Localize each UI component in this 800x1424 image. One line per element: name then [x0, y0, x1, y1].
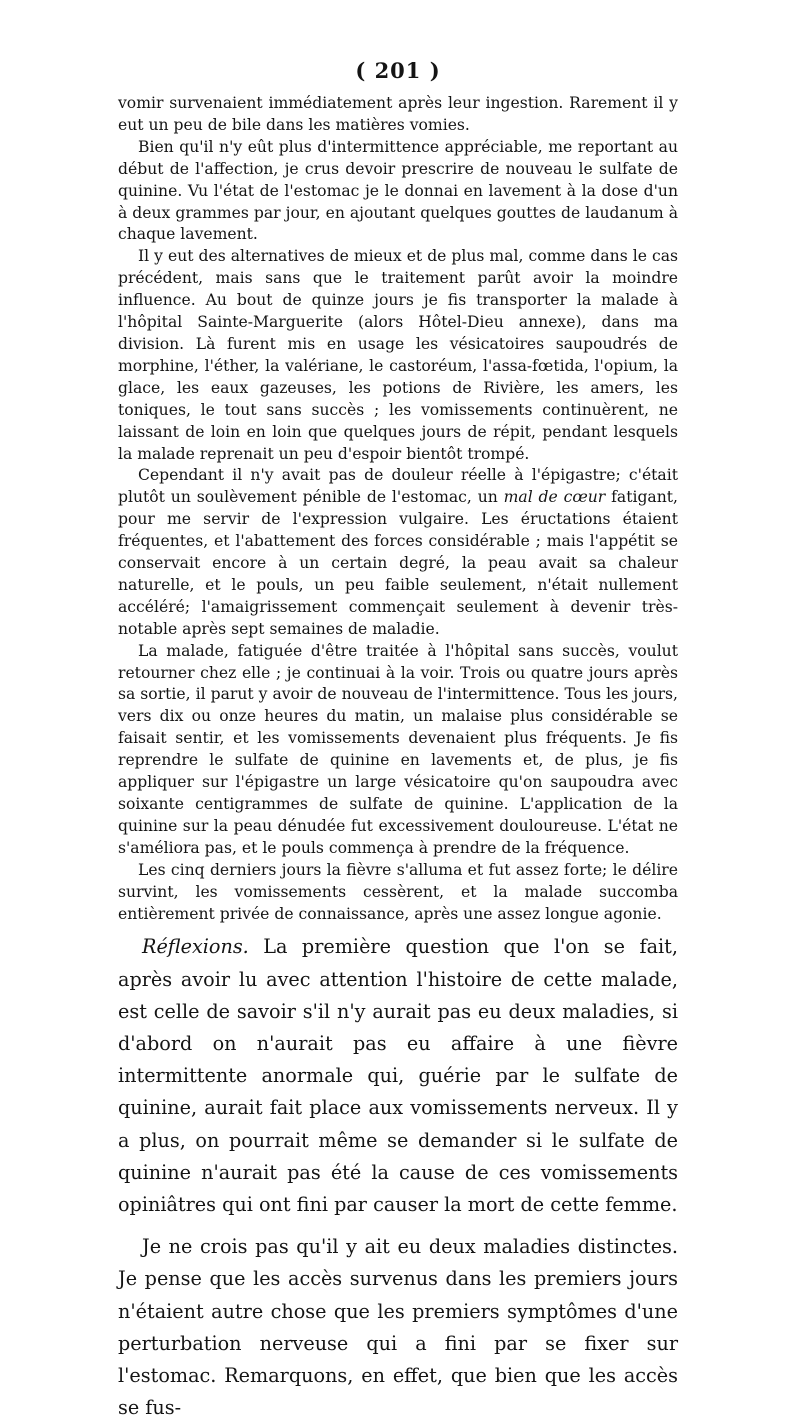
paragraph-epigastric-symptoms — [118, 465, 678, 640]
page-number: ( 201 ) — [355, 58, 441, 83]
paragraph-return-home: La malade, fatiguée d'être traitée à l'hôpital sans succès, voulut retourner chez elle ; je continuai à la voir. Trois ou quatre jours après sa sortie, il parut y avoir de nouveau de l'intermittence. Tous les jours, vers dix ou onze heures du matin, un malaise plus considérable se faisait sentir, et les vomissements devenaient plus fréquents. Je fis reprendre le sulfate de quinine en lavements et, de plus, je fis appliquer sur l'épigastre un large vésicatoire qu'on saupoudra avec soixante centigrammes de sulfate de quinine. L'application de la quinine sur la peau dénudée fut excessivement douloureuse. L'état ne s'améliora pas, et le pouls commença à prendre de la fréquence. — [118, 641, 678, 857]
paragraph-reflexions — [118, 931, 678, 1221]
paragraph-continuation: vomir survenaient immédiatement après leur ingestion. Rarement il y eut un peu de bile dans les matières vomies. — [118, 94, 678, 134]
text-segment: Cependant il n'y avait pas de douleur réelle à l'épigastre; c'était plutôt un soulèvement pénible de l'estomac, un — [118, 466, 678, 507]
italic-term: mal de cœur — [503, 488, 606, 507]
reflexions-text: La première question que l'on se fait, après avoir lu avec attention l'histoire de cette malade, est celle de savoir s'il n'y aurait pas eu deux maladies, si d'abord on n'aurait pas eu affaire à une fièvre intermittente anormale qui, guérie par le sulfate de quinine, aurait fait place aux vomissements nerveux. Il y a plus, on pourrait même se demander si le sulfate de quinine n'aurait pas été la cause de ces vomissements opiniâtres qui ont fini par causer la mort de cette femme. — [118, 935, 678, 1217]
book-page — [118, 58, 678, 1424]
paragraph-quinine-prescription: Bien qu'il n'y eût plus d'intermittence appréciable, me reportant au début de l'affection, je crus devoir prescrire de nouveau le sulfate de quinine. Vu l'état de l'estomac je le donnai en lavement à la dose d'un à deux grammes par jour, en ajoutant quelques gouttes de laudanum à chaque lavement. — [118, 137, 678, 244]
paragraph-treatments: Il y eut des alternatives de mieux et de plus mal, comme dans le cas précédent, mais sans que le traitement parût avoir la moindre influence. Au bout de quinze jours je fis transporter la malade à l'hôpital Sainte-Marguerite (alors Hôtel-Dieu annexe), dans ma division. Là furent mis en usage les vésicatoires saupoudrés de morphine, l'éther, la valériane, le castoréum, l'assa-fœtida, l'opium, la glace, les eaux gazeuses, les potions de Rivière, les amers, les toniques, le tout sans succès ; les vomissements continuèrent, ne laissant de loin en loin que quelques jours de répit, pendant lesquels la malade reprenait un peu d'espoir bientôt trompé. — [118, 247, 678, 463]
paragraph-final-days: Les cinq derniers jours la fièvre s'alluma et fut assez forte; le délire survint, les vomissements cessèrent, et la malade succomba entièrement privée de connaissance, après une assez longue agonie. — [118, 860, 678, 923]
text-segment: fatigant, pour me servir de l'expression vulgaire. Les éructations étaient fréquentes, et l'abattement des forces considérable ; mais l'appétit se conservait encore à un certain degré, la peau avait sa chaleur naturelle, et le pouls, un peu faible seulement, n'était nullement accéléré; l'amaigrissement commençait seulement à devenir très-notable après sept semaines de maladie. — [118, 488, 678, 638]
paragraph-conclusion: Je ne crois pas qu'il y ait eu deux maladies distinctes. Je pense que les accès survenus dans les premiers jours n'étaient autre chose que les premiers symptômes d'une perturbation nerveuse qui a fini par se fixer sur l'estomac. Remarquons, en effet, que bien que les accès se fus- — [118, 1235, 678, 1420]
reflexions-heading: Réflexions. — [142, 935, 249, 959]
